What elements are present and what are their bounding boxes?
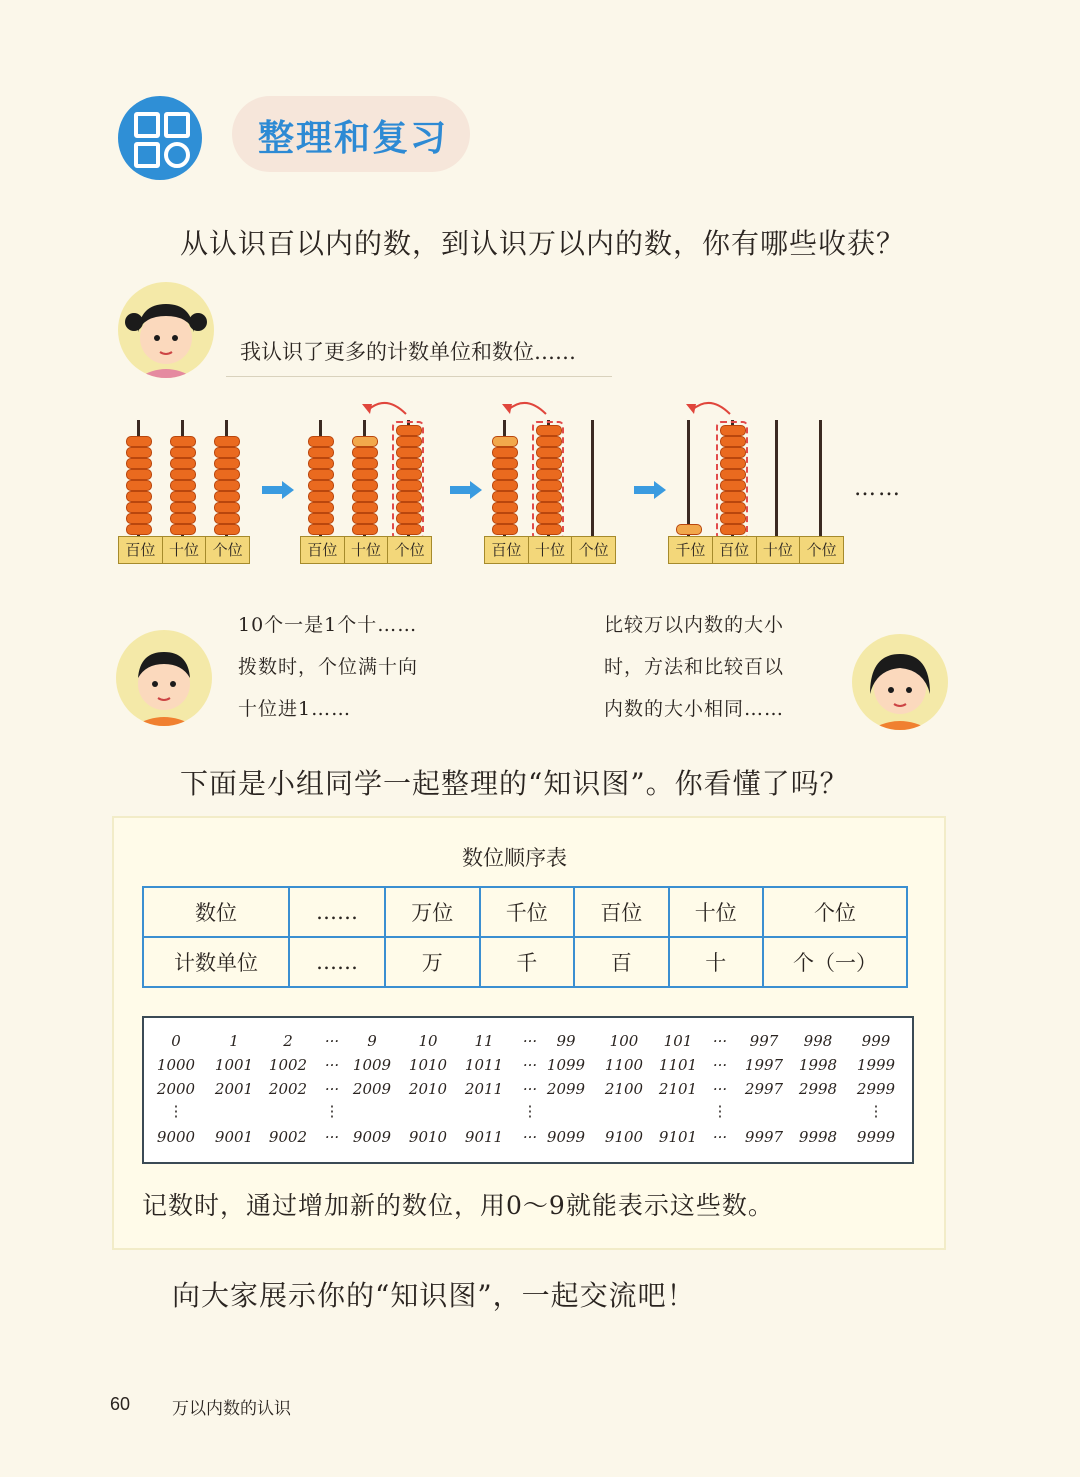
abacus-bead — [352, 491, 378, 502]
vertical-ellipsis: ⋮ — [522, 1102, 538, 1120]
abacus-bead — [308, 436, 334, 447]
table-cell: 千位 — [480, 887, 575, 937]
number-cell: ··· — [712, 1128, 728, 1146]
number-cell: 1000 — [156, 1056, 196, 1074]
abacus-bead — [170, 469, 196, 480]
number-cell: 1011 — [464, 1056, 504, 1074]
number-cell: 101 — [663, 1032, 693, 1050]
boy-speech-line: 十位进1…… — [238, 698, 352, 720]
number-cell: 9010 — [408, 1128, 448, 1146]
abacus-bead — [492, 436, 518, 447]
place-label: 千位 — [669, 537, 713, 563]
number-cell: 2101 — [658, 1080, 698, 1098]
abacus-bead — [308, 502, 334, 513]
number-cell: 11 — [474, 1032, 494, 1050]
number-cell: 100 — [609, 1032, 639, 1050]
abacus-bead — [492, 502, 518, 513]
number-cell: ··· — [712, 1080, 728, 1098]
place-label: 个位 — [394, 541, 425, 559]
boy-speech — [238, 604, 418, 730]
abacus-bead — [126, 513, 152, 524]
abacus-bead — [126, 447, 152, 458]
number-cell: ··· — [324, 1128, 340, 1146]
abacus-bead — [352, 480, 378, 491]
abacus-bead — [170, 502, 196, 513]
abacus-bead — [126, 502, 152, 513]
number-cell: 2099 — [546, 1080, 586, 1098]
place-label: 个位 — [806, 541, 837, 559]
abacus-ellipsis: …… — [854, 476, 902, 501]
abacus-bead — [352, 524, 378, 535]
number-cell: 9 — [367, 1032, 377, 1050]
vertical-ellipsis: ⋮ — [324, 1102, 340, 1120]
number-cell: 1002 — [268, 1056, 308, 1074]
abacus-bead — [214, 480, 240, 491]
abacus-bead — [126, 480, 152, 491]
carry-arrow-icon — [498, 394, 578, 424]
table-row — [143, 887, 907, 937]
boy-avatar — [116, 630, 212, 726]
number-cell: ··· — [712, 1032, 728, 1050]
abacus-bead — [308, 480, 334, 491]
carry-arrow-icon — [682, 394, 762, 424]
abacus-bead — [308, 447, 334, 458]
arrow-right-icon — [450, 481, 482, 503]
abacus-bead — [170, 491, 196, 502]
abacus-bead — [214, 469, 240, 480]
table-cell: 百位 — [574, 887, 669, 937]
abacus-bead — [170, 480, 196, 491]
girl2-speech — [604, 604, 784, 730]
number-cell: 2002 — [268, 1080, 308, 1098]
number-cell: 9998 — [798, 1128, 838, 1146]
vertical-ellipsis: ⋮ — [168, 1102, 184, 1120]
table-cell: 个（一） — [763, 937, 907, 987]
abacus-bead — [170, 458, 196, 469]
number-cell: 9100 — [604, 1128, 644, 1146]
number-cell: 2009 — [352, 1080, 392, 1098]
number-cell: 999 — [861, 1032, 891, 1050]
table-cell: 个位 — [763, 887, 907, 937]
abacus-bead — [352, 502, 378, 513]
abacus-bead — [492, 480, 518, 491]
place-value-table — [142, 886, 908, 988]
number-grid — [142, 1016, 914, 1164]
number-cell: ··· — [324, 1056, 340, 1074]
number-cell: 2000 — [156, 1080, 196, 1098]
section-title: 整理和复习 — [258, 117, 449, 159]
number-cell: ··· — [324, 1032, 340, 1050]
place-label-plate — [484, 536, 616, 564]
abacus-bead — [492, 491, 518, 502]
number-cell: 99 — [556, 1032, 576, 1050]
carry-highlight — [392, 421, 424, 540]
place-label: 个位 — [212, 541, 243, 559]
carry-arrow-icon — [358, 394, 438, 424]
table-cell: 数位 — [143, 887, 289, 937]
number-cell: 2 — [283, 1032, 293, 1050]
closing-line: 向大家展示你的“知识图”，一起交流吧！ — [172, 1279, 696, 1312]
number-cell: ··· — [712, 1056, 728, 1074]
number-cell: 2998 — [798, 1080, 838, 1098]
abacus-bead — [492, 469, 518, 480]
number-cell: 1001 — [214, 1056, 254, 1074]
abacus-bead — [492, 524, 518, 535]
number-cell: 1 — [229, 1032, 239, 1050]
abacus-bead — [352, 447, 378, 458]
abacus-bead — [214, 491, 240, 502]
abacus-bead — [126, 524, 152, 535]
abacus-bead — [214, 524, 240, 535]
girl2-speech-line: 内数的大小相同…… — [604, 698, 785, 720]
carry-highlight — [532, 421, 564, 540]
arrow-right-icon — [262, 481, 294, 503]
boy-speech-line: 10个一是1个十…… — [238, 614, 418, 636]
number-cell: 2100 — [604, 1080, 644, 1098]
girl2-speech-line: 时，方法和比较百以 — [604, 656, 785, 678]
abacus-bead — [492, 458, 518, 469]
number-cell: 0 — [171, 1032, 181, 1050]
abacus-rod — [775, 420, 778, 536]
table-cell: …… — [289, 937, 385, 987]
abacus-bead — [352, 436, 378, 447]
number-cell: 1999 — [856, 1056, 896, 1074]
number-cell: 9001 — [214, 1128, 254, 1146]
place-label: 百位 — [301, 537, 345, 563]
girl-speech: 我认识了更多的计数单位和数位…… — [240, 340, 576, 364]
boy-speech-line: 拨数时，个位满十向 — [238, 656, 419, 678]
number-cell: ··· — [324, 1080, 340, 1098]
carry-highlight — [716, 421, 748, 540]
number-cell: 9997 — [744, 1128, 784, 1146]
abacus-bead — [126, 436, 152, 447]
girl2-avatar — [852, 634, 948, 730]
number-cell: 9009 — [352, 1128, 392, 1146]
table-cell: 万位 — [385, 887, 480, 937]
abacus-bead — [126, 458, 152, 469]
number-cell: 9999 — [856, 1128, 896, 1146]
speech-underline — [226, 376, 612, 377]
arrow-right-icon — [634, 481, 666, 503]
abacus-bead — [308, 513, 334, 524]
vertical-ellipsis: ⋮ — [868, 1102, 884, 1120]
abacus-bead — [492, 447, 518, 458]
abacus-bead — [676, 524, 702, 535]
abacus-bead — [492, 513, 518, 524]
table-cell: …… — [289, 887, 385, 937]
abacus-bead — [214, 458, 240, 469]
abacus-bead — [126, 491, 152, 502]
place-label: 百位 — [485, 537, 529, 563]
number-cell: ··· — [522, 1032, 538, 1050]
number-cell: 9099 — [546, 1128, 586, 1146]
table-cell: 计数单位 — [143, 937, 289, 987]
number-cell: 9011 — [464, 1128, 504, 1146]
abacus-bead — [214, 447, 240, 458]
question-one: 从认识百以内的数，到认识万以内的数，你有哪些收获？ — [180, 227, 906, 260]
number-cell: 1100 — [604, 1056, 644, 1074]
number-cell: 2997 — [744, 1080, 784, 1098]
abacus-rod — [687, 420, 690, 536]
abacus-bead — [170, 524, 196, 535]
number-cell: 2001 — [214, 1080, 254, 1098]
table-caption: 数位顺序表 — [462, 846, 567, 870]
abacus-bead — [308, 458, 334, 469]
abacus-bead — [352, 513, 378, 524]
girl-avatar — [118, 282, 214, 378]
table-row — [143, 937, 907, 987]
abacus-bead — [308, 469, 334, 480]
number-cell: 997 — [749, 1032, 779, 1050]
number-cell: 2011 — [464, 1080, 504, 1098]
table-cell: 千 — [480, 937, 575, 987]
abacus-bead — [352, 469, 378, 480]
number-cell: 2999 — [856, 1080, 896, 1098]
abacus-bead — [308, 491, 334, 502]
vertical-ellipsis: ⋮ — [712, 1102, 728, 1120]
place-label: 个位 — [578, 541, 609, 559]
abacus-bead — [352, 458, 378, 469]
abacus-bead — [214, 502, 240, 513]
number-cell: ··· — [522, 1080, 538, 1098]
place-label: 十位 — [529, 537, 573, 563]
number-cell: ··· — [522, 1128, 538, 1146]
section-icon — [118, 96, 202, 180]
page-number: 60 — [110, 1394, 131, 1414]
abacus-bead — [170, 447, 196, 458]
number-cell: 998 — [803, 1032, 833, 1050]
number-cell: 9000 — [156, 1128, 196, 1146]
girl2-speech-line: 比较万以内数的大小 — [604, 614, 785, 636]
number-cell: 10 — [418, 1032, 438, 1050]
abacus-bead — [126, 469, 152, 480]
abacus-bead — [308, 524, 334, 535]
number-cell: 1998 — [798, 1056, 838, 1074]
abacus-rod — [819, 420, 822, 536]
number-cell: 1101 — [658, 1056, 698, 1074]
number-cell: 1099 — [546, 1056, 586, 1074]
number-cell: 1997 — [744, 1056, 784, 1074]
table-cell: 万 — [385, 937, 480, 987]
abacus-bead — [170, 513, 196, 524]
table-cell: 十位 — [669, 887, 764, 937]
number-cell: 1010 — [408, 1056, 448, 1074]
counting-note: 记数时，通过增加新的数位，用0～9就能表示这些数。 — [142, 1191, 774, 1220]
place-label-plate — [668, 536, 844, 564]
question-two: 下面是小组同学一起整理的“知识图”。你看懂了吗？ — [180, 767, 849, 800]
number-cell: ··· — [522, 1056, 538, 1074]
place-label: 百位 — [119, 537, 163, 563]
abacus-bead — [214, 436, 240, 447]
place-label: 十位 — [345, 537, 389, 563]
chapter-title: 万以内数的认识 — [172, 1399, 291, 1419]
place-label: 十位 — [757, 537, 801, 563]
number-cell: 2010 — [408, 1080, 448, 1098]
table-cell: 十 — [669, 937, 764, 987]
number-cell: 9101 — [658, 1128, 698, 1146]
number-cell: 9002 — [268, 1128, 308, 1146]
abacus-rod — [591, 420, 594, 536]
abacus-bead — [214, 513, 240, 524]
place-label: 百位 — [713, 537, 757, 563]
place-label-plate — [118, 536, 250, 564]
place-label: 十位 — [163, 537, 207, 563]
table-cell: 百 — [574, 937, 669, 987]
abacus-bead — [170, 436, 196, 447]
place-label-plate — [300, 536, 432, 564]
number-cell: 1009 — [352, 1056, 392, 1074]
